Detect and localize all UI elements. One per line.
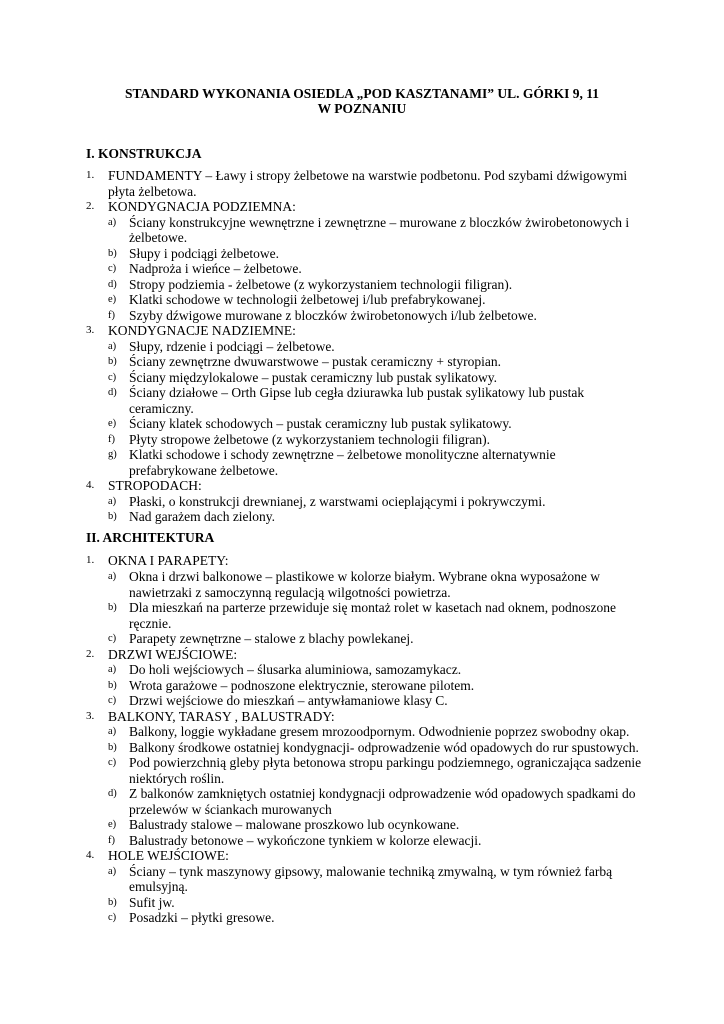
sub-item-text: Nadproża i wieńce – żelbetowe. — [129, 261, 302, 276]
sub-item-letter: d) — [108, 278, 117, 290]
sub-item-letter: a) — [108, 495, 117, 507]
sub-item-text: Ściany międzylokalowe – pustak ceramiczny lub pustak sylikatowy. — [129, 369, 498, 385]
sub-item-letter: e) — [108, 819, 117, 830]
sub-item-text: Płaski, o konstrukcji drewnianej, z warstwami ocieplającymi i pokrywczymi. — [129, 493, 546, 509]
sub-item-text: Dla mieszkań na parterze przewiduje się montaż rolet w kasetach nad oknem, podnoszone — [129, 600, 616, 615]
section-heading: I. KONSTRUKCJA — [86, 146, 202, 161]
section-heading: II. ARCHITEKTURA — [86, 530, 215, 545]
sub-item-letter: a) — [108, 571, 117, 582]
sub-item-text: przelewów w ściankach murowanych — [129, 801, 332, 817]
sub-item-text: Ściany działowe – Orth Gipse lub cegła dziurawka lub pustak sylikatowy lub pustak — [129, 385, 585, 400]
item-number: 3. — [86, 709, 95, 722]
sub-item-text: Ściany zewnętrzne dwuwarstwowe – pustak ceramiczny + styropian. — [129, 354, 501, 369]
sub-item-text: Ściany – tynk maszynowy gipsowy, malowanie techniką zmywalną, w tym również farbą — [129, 863, 613, 879]
item-text: HOLE WEJŚCIOWE: — [108, 848, 229, 863]
sub-item-text: Sufit jw. — [129, 894, 175, 910]
sub-item-letter: b) — [108, 356, 117, 367]
sub-item-text: niektórych roślin. — [129, 770, 225, 786]
sub-item-letter: b) — [108, 247, 117, 259]
sub-item-text: Balkony środkowe ostatniej kondygnacji- odprowadzenie wód opadowych do rur spustowych. — [129, 739, 639, 755]
sub-item-letter: c) — [108, 371, 117, 383]
sub-item-text: Ściany klatek schodowych – pustak ceramiczny lub pustak sylikatowy. — [129, 416, 512, 431]
item-number: 2. — [86, 200, 95, 212]
item-text: DRZWI WEJŚCIOWE: — [108, 646, 238, 662]
sub-item-letter: e) — [108, 294, 117, 305]
sub-item-letter: a) — [108, 216, 117, 228]
sub-item-letter: a) — [108, 865, 117, 877]
sub-item-text: Szyby dźwigowe murowane z bloczków żwirobetonowych i/lub żelbetowe. — [129, 307, 537, 323]
sub-item-text: Pod powierzchnią gleby płyta betonowa stropu parkingu podziemnego, ograniczająca sadzenie — [129, 755, 642, 770]
sub-item-letter: g) — [108, 449, 117, 460]
sub-item-letter: c) — [108, 912, 117, 923]
sub-item-letter: a) — [108, 664, 117, 675]
sub-item-text: Balkony, loggie wykładane gresem mrozoodpornym. Odwodnienie poprzez swobodny okap. — [129, 724, 630, 739]
sub-item-letter: b) — [108, 679, 117, 691]
item-number: 3. — [86, 324, 95, 336]
sub-item-text: Balustrady stalowe – malowane proszkowo lub ocynkowane. — [129, 817, 460, 832]
sub-item-text: ręcznie. — [129, 615, 172, 631]
sub-item-letter: c) — [108, 263, 117, 274]
item-text: OKNA I PARAPETY: — [108, 553, 229, 568]
sub-item-text: Do holi wejściowych – ślusarka aluminiowa, samozamykacz. — [129, 662, 462, 677]
sub-item-text: nawietrzaki z samoczynną regulacją wilgotności powietrza. — [129, 584, 451, 600]
sub-item-text: Słupy, rdzenie i podciągi – żelbetowe. — [129, 338, 335, 354]
sub-item-letter: f) — [108, 834, 115, 846]
sub-item-letter: e) — [108, 418, 117, 429]
item-number: 1. — [86, 169, 95, 181]
sub-item-text: Klatki schodowe i schody zewnętrzne – żelbetowe monolityczne alternatywnie — [129, 447, 556, 462]
document-title-line-1: STANDARD WYKONANIA OSIEDLA „POD KASZTANAMI” UL. GÓRKI 9, 11 — [124, 86, 600, 101]
sub-item-text: Płyty stropowe żelbetowe (z wykorzystaniem technologii filigran). — [129, 431, 491, 447]
sub-item-letter: a) — [108, 340, 117, 352]
sub-item-letter: b) — [108, 511, 117, 522]
sub-item-text: ceramiczny. — [129, 400, 194, 416]
sub-item-text: Stropy podziemia - żelbetowe (z wykorzystaniem technologii filigran). — [129, 276, 513, 292]
sub-item-letter: c) — [108, 695, 117, 706]
item-text: płyta żelbetowa. — [108, 183, 197, 199]
sub-item-letter: c) — [108, 633, 117, 644]
sub-item-letter: b) — [108, 741, 117, 753]
sub-item-letter: f) — [108, 309, 115, 321]
sub-item-text: emulsyjną. — [129, 879, 188, 894]
sub-item-letter: f) — [108, 433, 115, 445]
sub-item-text: Nad garażem dach zielony. — [129, 509, 276, 524]
sub-item-text: prefabrykowane żelbetowe. — [129, 462, 279, 478]
sub-item-text: Parapety zewnętrzne – stalowe z blachy powlekanej. — [129, 631, 414, 646]
item-number: 1. — [86, 554, 95, 566]
sub-item-text: żelbetowe. — [129, 230, 188, 245]
document-title-line-2: W POZNANIU — [317, 101, 407, 116]
item-number: 2. — [86, 647, 95, 660]
sub-item-letter: d) — [108, 788, 117, 799]
sub-item-text: Z balkonów zamkniętych ostatniej kondygnacji odprowadzenie wód opadowych spadkami do — [129, 786, 636, 801]
sub-item-text: Okna i drzwi balkonowe – plastikowe w kolorze białym. Wybrane okna wyposażone w — [129, 569, 600, 584]
sub-item-text: Posadzki – płytki gresowe. — [129, 910, 275, 925]
sub-item-letter: c) — [108, 757, 117, 768]
sub-item-text: Klatki schodowe w technologii żelbetowej i/lub prefabrykowanej. — [129, 292, 486, 307]
sub-item-letter: b) — [108, 896, 117, 908]
sub-item-letter: a) — [108, 726, 117, 737]
item-text: KONDYGNACJE NADZIEMNE: — [108, 323, 296, 338]
item-text: STROPODACH: — [108, 478, 202, 493]
item-text: KONDYGNACJA PODZIEMNA: — [108, 199, 296, 214]
item-number: 4. — [86, 479, 95, 491]
sub-item-text: Słupy i podciągi żelbetowe. — [129, 245, 279, 261]
sub-item-text: Ściany konstrukcyjne wewnętrzne i zewnętrzne – murowane z bloczków żwirobetonowych i — [129, 214, 630, 230]
sub-item-text: Balustrady betonowe – wykończone tynkiem w kolorze elewacji. — [129, 832, 482, 848]
sub-item-letter: b) — [108, 602, 117, 613]
item-number: 4. — [86, 849, 95, 861]
sub-item-text: Wrota garażowe – podnoszone elektrycznie, sterowane pilotem. — [129, 677, 475, 693]
item-text: FUNDAMENTY – Ławy i stropy żelbetowe na warstwie podbetonu. Pod szybami dźwigowymi — [108, 168, 628, 183]
sub-item-letter: d) — [108, 387, 117, 398]
item-text: BALKONY, TARASY , BALUSTRADY: — [108, 708, 335, 724]
sub-item-text: Drzwi wejściowe do mieszkań – antywłamaniowe klasy C. — [129, 693, 448, 708]
